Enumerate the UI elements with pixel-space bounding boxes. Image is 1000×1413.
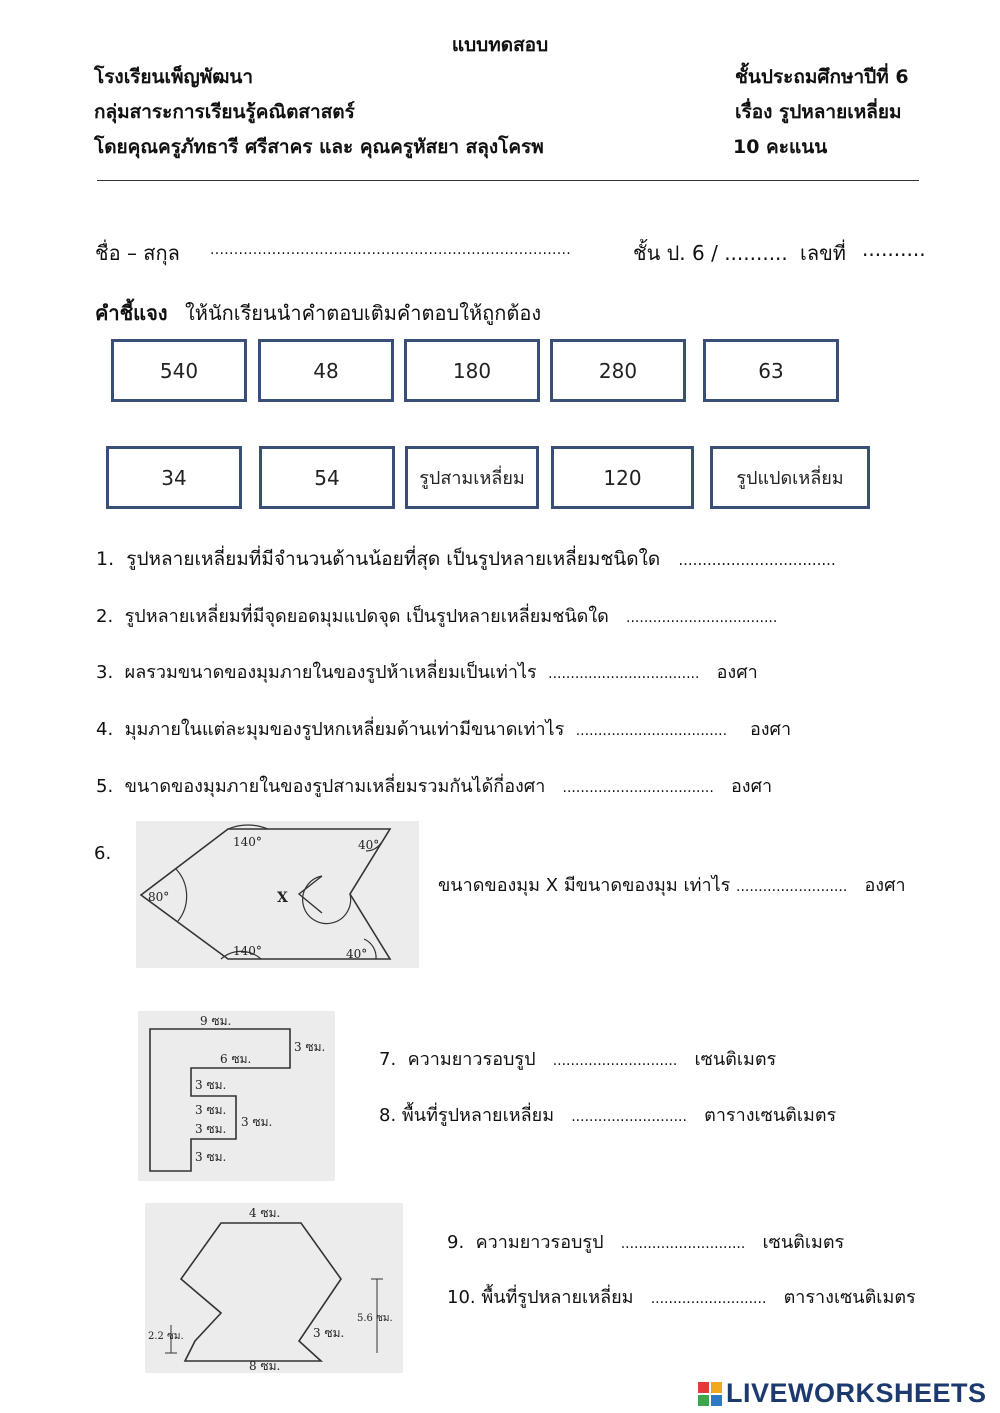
question-text: ขนาดของมุม X มีขนาดของมุม เท่าไร [438, 875, 731, 896]
instruction-text: ให้นักเรียนนำคำตอบเติมคำตอบให้ถูกต้อง [185, 301, 542, 325]
question-5 [96, 771, 772, 800]
question-4 [96, 714, 791, 743]
question-text: ผลรวมขนาดของมุมภายในของรูปห้าเหลี่ยมเป็นเท่าไร [124, 662, 537, 683]
answer-blank[interactable]: .......................... [571, 1109, 687, 1125]
question-number: 9. [447, 1232, 465, 1253]
answer-blank[interactable]: ............................ [620, 1236, 746, 1252]
answer-blank[interactable]: .......................... [650, 1291, 767, 1307]
answer-blank[interactable]: .................................. [562, 780, 714, 796]
answer-blank[interactable]: ................................. [678, 551, 836, 569]
question-number: 10. [447, 1287, 476, 1308]
question-10 [447, 1282, 916, 1311]
question-number: 1. [96, 548, 115, 570]
question-text: รูปหลายเหลี่ยมที่มีจำนวนด้านน้อยที่สุด เป็นรูปหลายเหลี่ยมชนิดใด [126, 548, 661, 570]
question-6 [438, 870, 906, 899]
question-3 [96, 657, 758, 686]
question-text: ความยาวรอบรูป [407, 1049, 536, 1070]
question-number: 8. [379, 1105, 397, 1126]
angle-label: 80° [148, 890, 170, 904]
angle-label: 40° [358, 838, 380, 852]
answer-blank[interactable]: .................................. [626, 610, 778, 626]
dimension-label: 3 ซม. [195, 1103, 227, 1117]
figure-7-image [138, 1011, 335, 1181]
question-6-number: 6. [94, 843, 112, 864]
answer-blank[interactable]: ......................... [736, 879, 848, 895]
answer-chip[interactable]: 48 [258, 339, 394, 402]
topic: เรื่อง รูปหลายเหลี่ยม [735, 101, 902, 123]
question-number: 3. [96, 662, 114, 683]
question-text: ความยาวรอบรูป [475, 1232, 604, 1253]
unit-label: ตารางเซนติเมตร [704, 1105, 837, 1126]
brand-wordmark[interactable]: LIVEWORKSHEETS [726, 1378, 987, 1408]
answer-blank[interactable]: .................................. [575, 723, 728, 739]
answer-chip[interactable]: 34 [106, 446, 242, 509]
question-7 [379, 1044, 776, 1073]
unit-label: เซนติเมตร [762, 1232, 845, 1253]
header-divider [97, 180, 919, 181]
question-number: 4. [96, 719, 114, 740]
subject-group: กลุ่มสาระการเรียนรู้คณิตสาสตร์ [94, 101, 355, 123]
number-field[interactable]: .......... [862, 237, 926, 261]
question-text: พื้นที่รูปหลายเหลี่ยม [481, 1287, 634, 1308]
unit-label: องศา [749, 719, 792, 740]
angle-label: 140° [233, 835, 262, 849]
dimension-label: 3 ซม. [195, 1150, 227, 1164]
answer-chip[interactable]: 120 [551, 446, 694, 509]
question-text: มุมภายในแต่ละมุมของรูปหกเหลี่ยมด้านเท่ามีขนาดเท่าไร [124, 719, 565, 740]
liveworksheets-logo-icon [697, 1381, 723, 1407]
name-field[interactable]: ............................................................................ [210, 242, 572, 258]
figure-9-image [145, 1203, 403, 1373]
total-score: 10 คะแนน [733, 136, 828, 158]
answer-chip[interactable]: 540 [111, 339, 247, 402]
school-name: โรงเรียนเพ็ญพัฒนา [94, 66, 254, 88]
question-2 [96, 601, 777, 630]
angle-label: 140° [233, 944, 262, 958]
angle-label: 40° [346, 947, 368, 961]
answer-chip[interactable]: 54 [259, 446, 395, 509]
question-8 [379, 1100, 836, 1129]
question-number: 7. [379, 1049, 397, 1070]
instruction-label: คำชี้แจง [95, 301, 168, 325]
dimension-label: 4 ซม. [249, 1206, 281, 1220]
dimension-label: 3 ซม. [294, 1040, 326, 1054]
answer-chip[interactable]: 180 [404, 339, 540, 402]
dimension-label: 3 ซม. [241, 1115, 273, 1129]
question-9 [447, 1227, 844, 1256]
answer-chip[interactable]: 280 [550, 339, 686, 402]
teachers: โดยคุณครูภัทธารี ศรีสาคร และ คุณครูหัสยา สลุงโครพ [94, 136, 544, 158]
answer-blank[interactable]: ............................ [552, 1053, 678, 1069]
dimension-label: 3 ซม. [313, 1326, 345, 1340]
answer-blank[interactable]: .................................. [548, 666, 700, 682]
unit-label: ตารางเซนติเมตร [783, 1287, 916, 1308]
question-1 [96, 544, 836, 574]
unit-label: เซนติเมตร [694, 1049, 777, 1070]
dimension-label: 2.2 ซม. [148, 1331, 184, 1342]
dimension-label: 5.6 ซม. [357, 1313, 393, 1324]
question-number: 2. [96, 606, 114, 627]
dimension-label: 6 ซม. [220, 1052, 252, 1066]
question-number: 5. [96, 776, 114, 797]
question-text: พื้นที่รูปหลายเหลี่ยม [401, 1105, 555, 1126]
unit-label: องศา [716, 662, 758, 683]
worksheet-title: แบบทดสอบ [451, 34, 549, 56]
dimension-label: 9 ซม. [200, 1014, 232, 1028]
answer-chip[interactable]: 63 [703, 339, 839, 402]
unit-label: องศา [731, 776, 773, 797]
answer-chip[interactable]: รูปแปดเหลี่ยม [710, 446, 870, 509]
grade-level: ชั้นประถมศึกษาปีที่ 6 [735, 66, 909, 88]
number-label: เลขที่ [800, 241, 846, 265]
question-text: รูปหลายเหลี่ยมที่มีจุดยอดมุมแปดจุด เป็นรูปหลายเหลี่ยมชนิดใด [124, 606, 609, 627]
dimension-label: 3 ซม. [195, 1122, 227, 1136]
angle-x-label: X [277, 890, 288, 906]
answer-chip[interactable]: รูปสามเหลี่ยม [405, 446, 539, 509]
class-field[interactable]: ชั้น ป. 6 / .......... [633, 241, 788, 265]
unit-label: องศา [864, 875, 906, 896]
dimension-label: 3 ซม. [195, 1078, 227, 1092]
figure-6-image [136, 821, 419, 968]
question-text: ขนาดของมุมภายในของรูปสามเหลี่ยมรวมกันได้กี่องศา [124, 776, 546, 797]
dimension-label: 8 ซม. [249, 1359, 281, 1373]
name-label: ชื่อ – สกุล [95, 241, 180, 265]
